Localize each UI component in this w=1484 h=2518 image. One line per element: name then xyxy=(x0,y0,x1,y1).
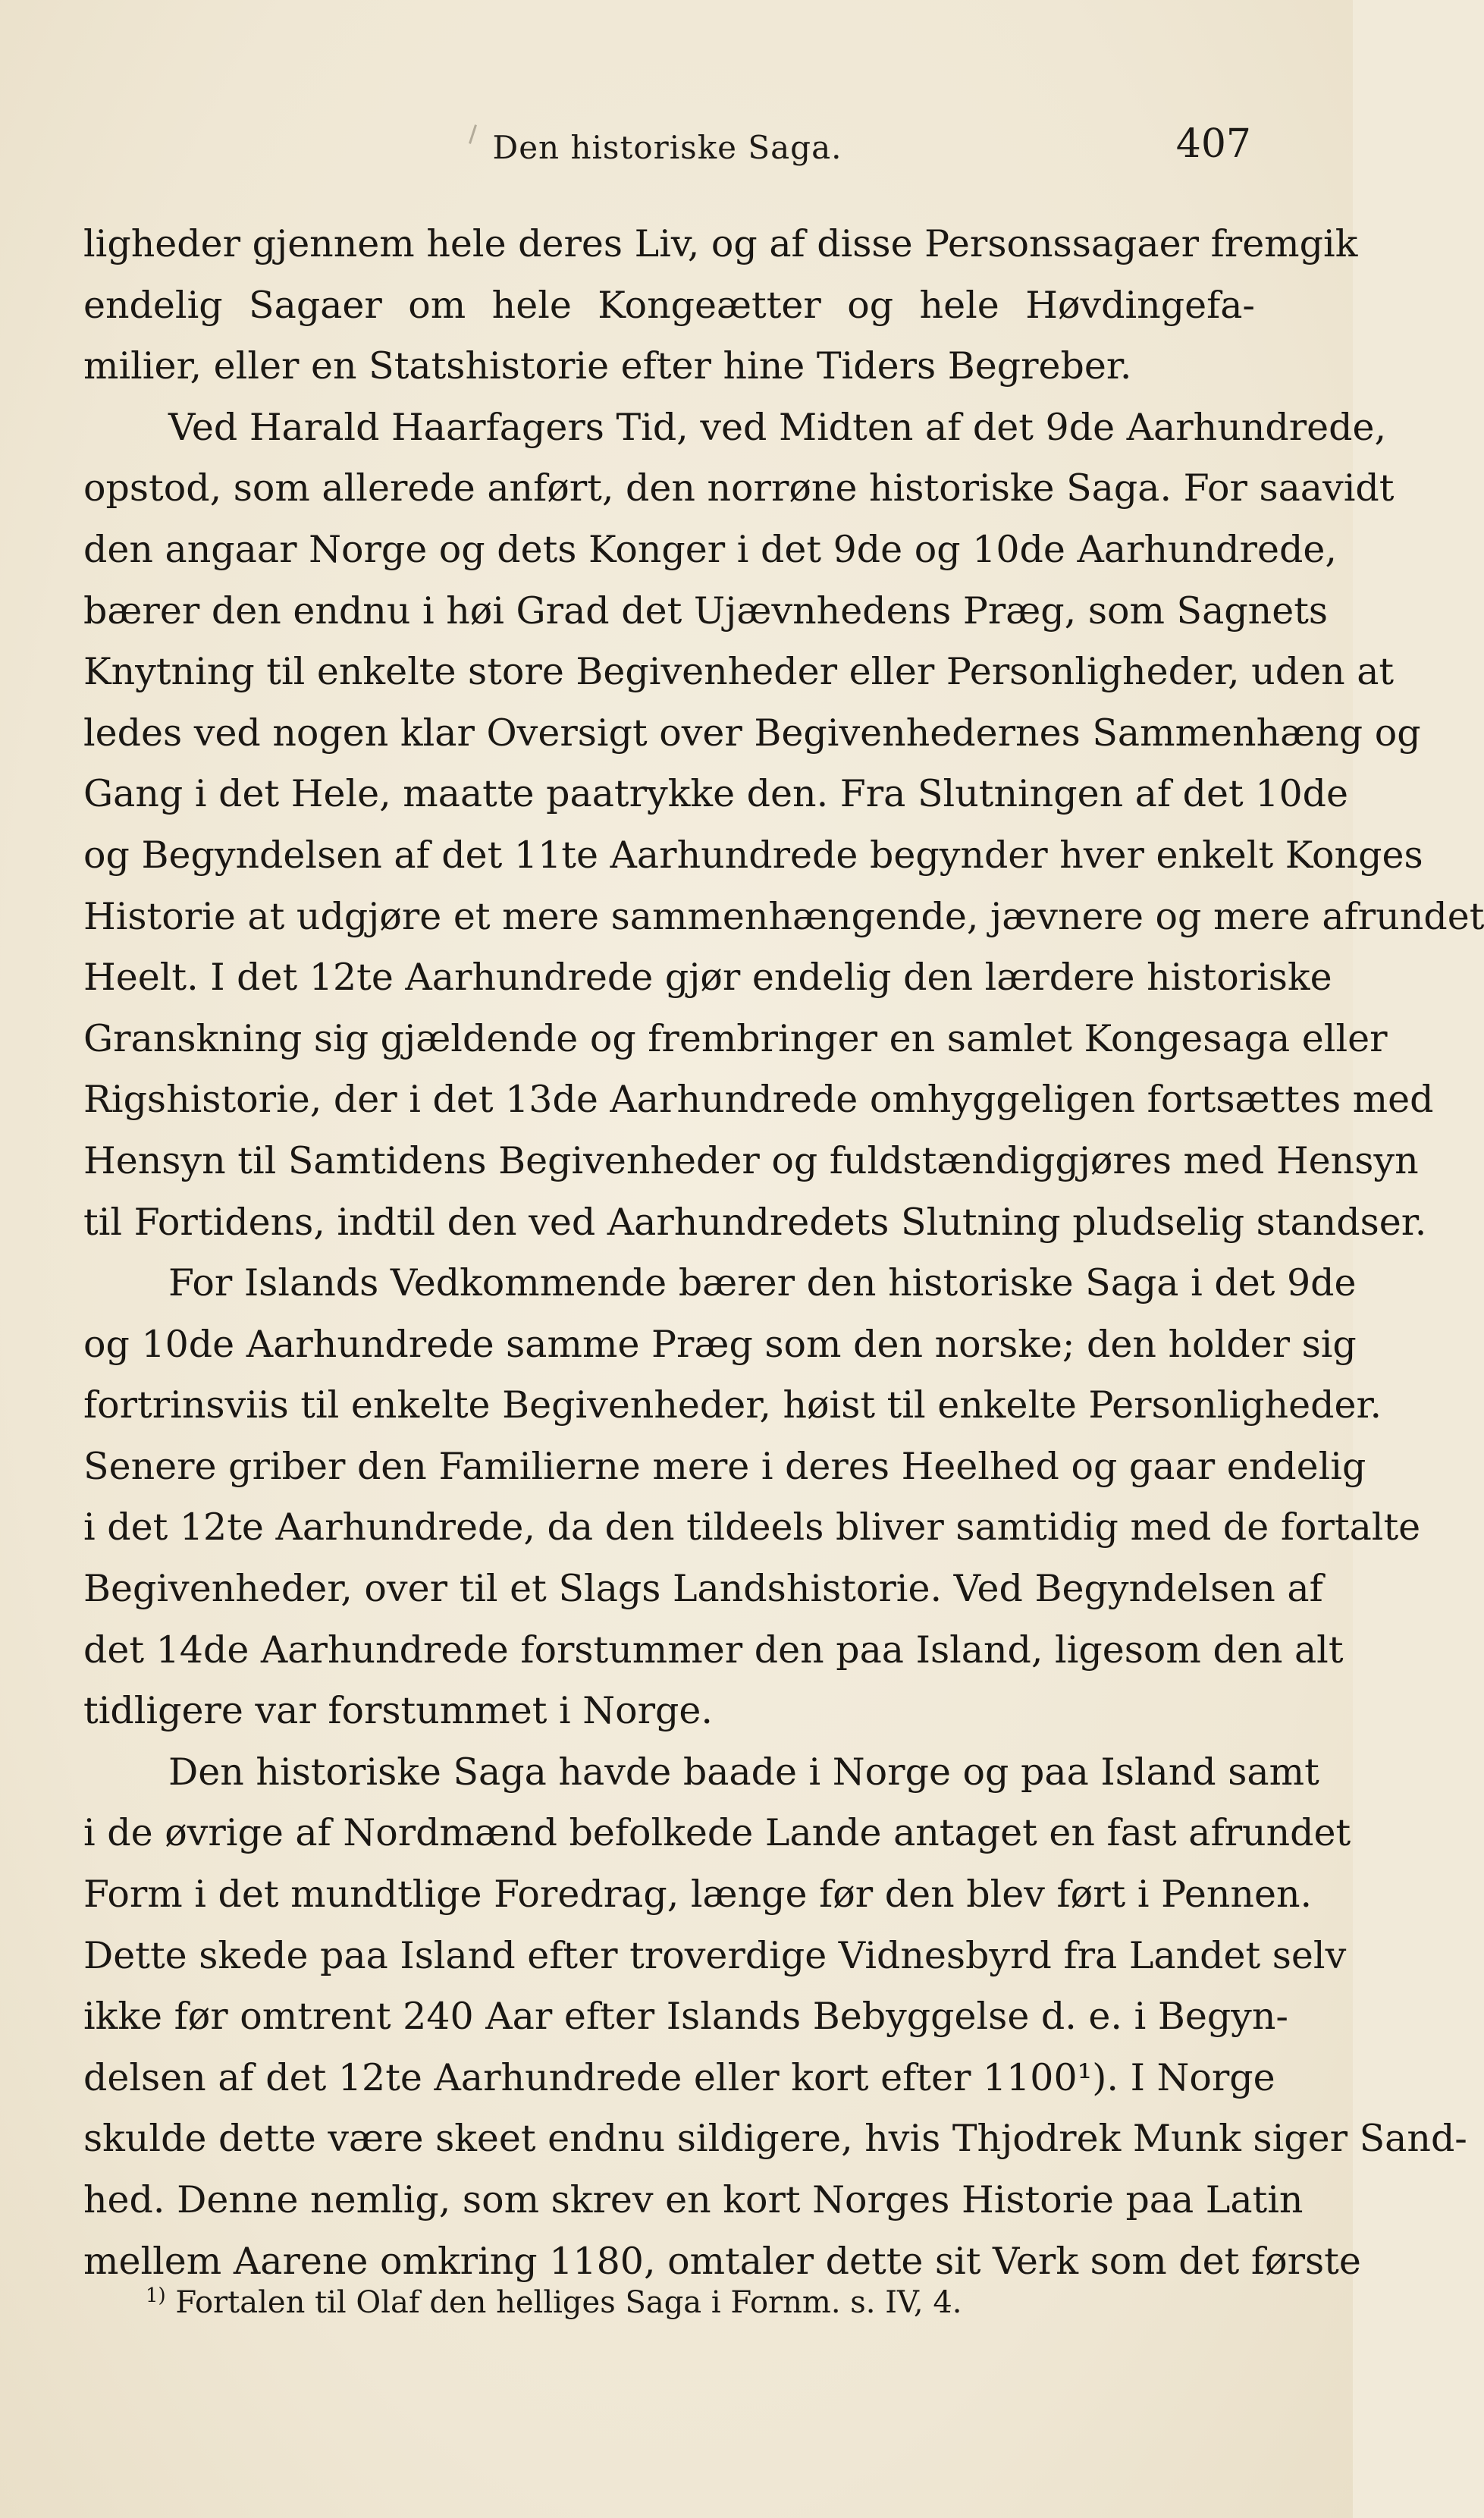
text-line: bærer den endnu i høi Grad det Ujævnhedens Præg, som Sagnets xyxy=(83,589,1329,633)
running-header xyxy=(83,121,1251,174)
text-line: milier, eller en Statshistorie efter hine Tiders Begreber. xyxy=(83,344,1132,388)
text-line: den angaar Norge og dets Konger i det 9de og 10de Aarhundrede, xyxy=(83,527,1337,571)
text-line: Senere griber den Familierne mere i deres Heelhed og gaar endelig xyxy=(83,1444,1366,1488)
text-line: Begivenheder, over til et Slags Landshistorie. Ved Begyndelsen af xyxy=(83,1567,1323,1611)
text-line: Dette skede paa Island efter troverdige Vidnesbyrd fra Landet selv xyxy=(83,1933,1347,1977)
running-title: Den historiske Saga. xyxy=(492,129,842,166)
text-line: ledes ved nogen klar Oversigt over Begivenhedernes Sammenhæng og xyxy=(83,711,1421,755)
text-line: opstod, som allerede anført, den norrøne historiske Saga. For saavidt xyxy=(83,466,1395,510)
text-line: hed. Denne nemlig, som skrev en kort Norges Historie paa Latin xyxy=(83,2178,1304,2221)
text-line: og Begyndelsen af det 11te Aarhundrede begynder hver enkelt Konges xyxy=(83,833,1423,877)
text-line: Granskning sig gjældende og frembringer en samlet Kongesaga eller xyxy=(83,1016,1388,1060)
text-line: Knytning til enkelte store Begivenheder eller Personligheder, uden at xyxy=(83,650,1395,694)
text-line: i de øvrige af Nordmænd befolkede Lande antaget en fast afrundet xyxy=(83,1811,1351,1855)
text-line: fortrinsviis til enkelte Begivenheder, høist til enkelte Personligheder. xyxy=(83,1383,1382,1427)
page-number: 407 xyxy=(1175,121,1251,167)
text-line: Form i det mundtlige Foredrag, længe før den blev ført i Pennen. xyxy=(83,1873,1313,1917)
text-line: og 10de Aarhundrede samme Præg som den norske; den holder sig xyxy=(83,1322,1357,1366)
text-line: ikke før omtrent 240 Aar efter Islands Bebyggelse d. e. i Begyn- xyxy=(83,1995,1288,2039)
text-line: Gang i det Hele, maatte paatrykke den. Fra Slutningen af det 10de xyxy=(83,772,1349,816)
text-line: Hensyn til Samtidens Begivenheder og fuldstændiggjøres med Hensyn xyxy=(83,1138,1419,1182)
text-line: mellem Aarene omkring 1180, omtaler dette sit Verk som det første xyxy=(83,2239,1361,2283)
text-line: Historie at udgjøre et mere sammenhængende, jævnere og mere afrundet xyxy=(83,894,1484,938)
text-line: det 14de Aarhundrede forstummer den paa Island, ligesom den alt xyxy=(83,1628,1344,1672)
footnote-text: Fortalen til Olaf den helliges Saga i Fornm. s. IV, 4. xyxy=(175,2285,962,2320)
text-line: Ved Harald Haarfagers Tid, ved Midten af det 9de Aarhundrede, xyxy=(168,405,1387,449)
text-line: For Islands Vedkommende bærer den historiske Saga i det 9de xyxy=(168,1261,1357,1305)
footnote-marker: 1) xyxy=(146,2284,166,2307)
footnote xyxy=(146,2284,962,2320)
text-line: i det 12te Aarhundrede, da den tildeels bliver samtidig med de fortalte xyxy=(83,1505,1421,1549)
text-line: endelig Sagaer om hele Kongeætter og hele Høvdingefa- xyxy=(83,283,1255,327)
body-text xyxy=(83,214,1484,2292)
text-line: ligheder gjennem hele deres Liv, og af disse Personssagaer fremgik xyxy=(83,222,1358,265)
text-line: Den historiske Saga havde baade i Norge og paa Island samt xyxy=(168,1750,1319,1794)
text-line: til Fortidens, indtil den ved Aarhundredets Slutning pludselig standser. xyxy=(83,1200,1427,1244)
text-line: skulde dette være skeet endnu sildigere, hvis Thjodrek Munk siger Sand- xyxy=(83,2117,1467,2161)
text-line: Rigshistorie, der i det 13de Aarhundrede omhyggeligen fortsættes med xyxy=(83,1078,1434,1122)
text-line: Heelt. I det 12te Aarhundrede gjør endelig den lærdere historiske xyxy=(83,956,1332,1000)
text-line: tidligere var forstummet i Norge. xyxy=(83,1689,713,1733)
text-line: delsen af det 12te Aarhundrede eller kort efter 1100¹). I Norge xyxy=(83,2055,1275,2099)
